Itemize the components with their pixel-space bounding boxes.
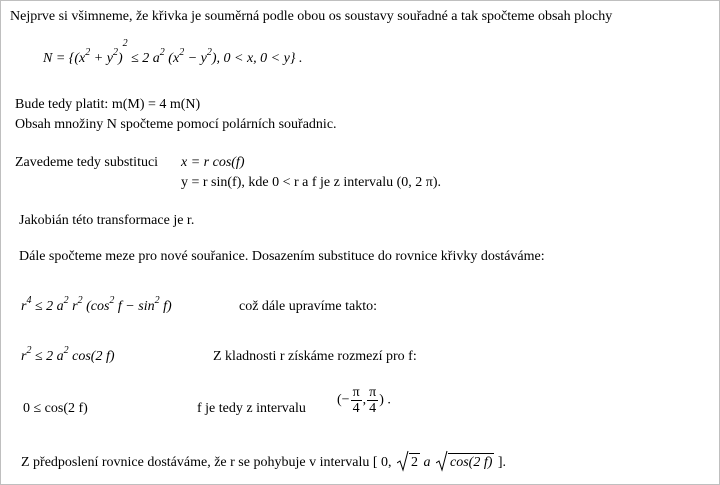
limits-intro: Dále spočteme meze pro nové souřanice. Dosazením substituce do rovnice křivky dostáváme: xyxy=(19,249,545,264)
set-N-lhs: N = {(x xyxy=(43,51,86,66)
exp: 2 xyxy=(77,295,83,306)
final-close: ]. xyxy=(497,455,507,470)
eq1-open: (cos xyxy=(82,299,110,314)
substitution-label: Zavedeme tedy substituci xyxy=(15,155,159,170)
radicand: 2 xyxy=(411,455,418,470)
frac-numerator: π xyxy=(352,385,360,400)
eq2-cos: cos(2 f) xyxy=(68,349,115,364)
substitution-y: y = r sin(f), kde 0 < r a f je z intervalu (0, 2 π). xyxy=(181,175,441,190)
frac-denominator: 4 xyxy=(369,401,377,416)
exp: 2 xyxy=(85,47,91,58)
exp: 2 xyxy=(122,38,128,49)
sqrt-cos xyxy=(436,453,494,471)
eq1-close: f) xyxy=(159,299,172,314)
set-N-tail: ), 0 < x, 0 < y} . xyxy=(211,51,303,66)
set-N-plus: + y xyxy=(90,51,113,66)
eq2-r: r xyxy=(21,349,27,364)
fraction-pi-4-neg xyxy=(351,385,362,416)
interval-close: ) . xyxy=(379,392,391,408)
equation-1 xyxy=(21,295,172,315)
eq1-f: f − sin xyxy=(114,299,155,314)
sqrt-2 xyxy=(397,453,420,471)
frac-denominator: 4 xyxy=(352,401,360,416)
radical-sign-icon xyxy=(436,450,448,472)
equation-3: 0 ≤ cos(2 f) xyxy=(23,401,88,416)
interval-sep: , xyxy=(362,392,367,408)
exp: 2 xyxy=(112,47,118,58)
angle-interval xyxy=(337,385,391,416)
final-line xyxy=(21,453,506,471)
equation-3-comment: f je tedy z intervalu xyxy=(197,401,306,416)
set-N-minus: − y xyxy=(184,51,207,66)
interval-open: (− xyxy=(337,392,350,408)
radical-sign-icon xyxy=(397,450,409,472)
exp: 2 xyxy=(159,47,165,58)
exp: 2 xyxy=(179,47,185,58)
frac-numerator: π xyxy=(369,385,377,400)
final-a: a xyxy=(423,455,431,470)
equation-1-comment: což dále upravíme takto: xyxy=(239,299,377,314)
fraction-pi-4 xyxy=(367,385,378,416)
eq1-le: ≤ 2 a xyxy=(31,299,64,314)
result-line: Bude tedy platit: m(M) = 4 m(N) xyxy=(15,97,201,112)
eq1-r2: r xyxy=(68,299,78,314)
exp: 4 xyxy=(26,295,32,306)
equation-2 xyxy=(21,345,115,365)
equation-2-comment: Z kladnosti r získáme rozmezí pro f: xyxy=(213,349,417,364)
exp: 2 xyxy=(63,295,69,306)
jacobian-line: Jakobián této transformace je r. xyxy=(19,213,195,228)
intro-text: Nejprve si všimneme, že křivka je souměrná podle obou os soustavy souřadné a tak spočteme obsah plochy xyxy=(10,9,613,24)
eq2-le: ≤ 2 a xyxy=(31,349,64,364)
radicand: cos(2 f) xyxy=(450,455,493,470)
exp: 2 xyxy=(63,345,69,356)
set-N-mid: (x xyxy=(164,51,180,66)
set-N-le: ≤ 2 a xyxy=(127,51,160,66)
set-N-close: ) xyxy=(117,51,123,66)
exp: 2 xyxy=(109,295,115,306)
exp: 2 xyxy=(26,345,32,356)
set-N-definition xyxy=(43,38,303,67)
substitution-x: x = r cos(f) xyxy=(181,155,245,170)
polar-line: Obsah množiny N spočteme pomocí polárních souřadnic. xyxy=(15,117,337,132)
eq1-r: r xyxy=(21,299,27,314)
final-text: Z předposlení rovnice dostáváme, že r se pohybuje v intervalu [ 0, xyxy=(21,455,392,470)
exp: 2 xyxy=(206,47,212,58)
exp: 2 xyxy=(154,295,160,306)
